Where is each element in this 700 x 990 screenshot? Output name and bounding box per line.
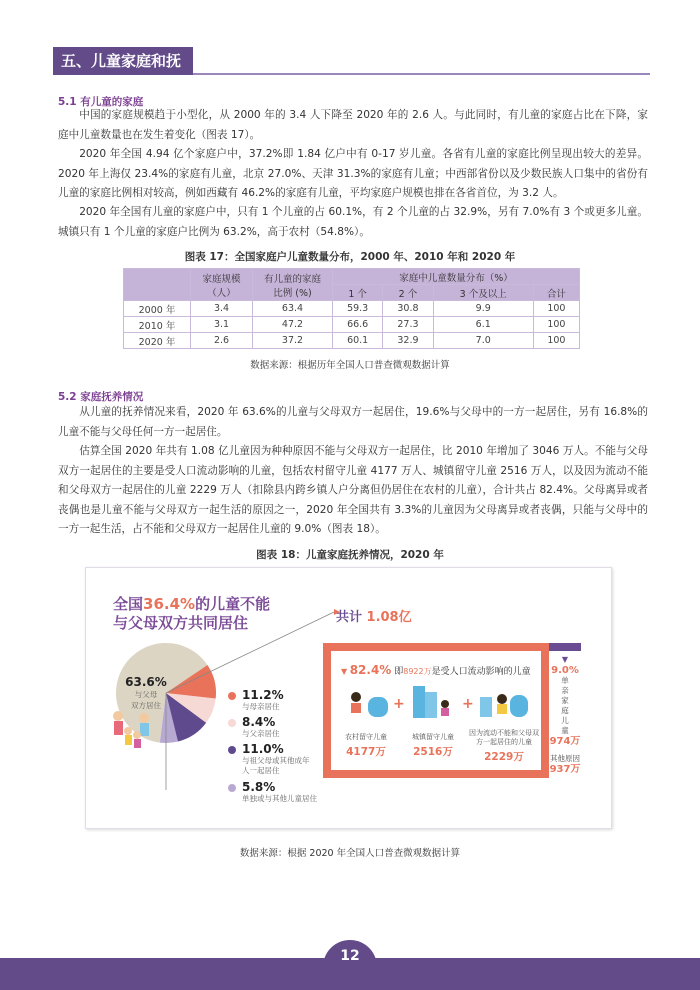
legend-dot xyxy=(228,784,236,792)
single-value: 974万 xyxy=(549,736,581,747)
legend-label: 与母亲居住 xyxy=(242,702,280,711)
table-cell: 3.1 xyxy=(191,317,253,333)
table-row xyxy=(124,301,580,317)
legend-pct: 5.8% xyxy=(242,780,276,794)
col-header: 家庭规模 xyxy=(202,273,241,285)
table-cell: 2000 年 xyxy=(124,301,191,317)
col-header: 比例 (%) xyxy=(273,287,312,299)
paragraph: 2020 年全国有儿童的家庭户中，只有 1 个儿童的占 60.1%，有 2 个儿童的占 32.9%，另有 7.0%有 3 个或更多儿童。城镇只有 1 个儿童的家庭户比例为 63.2%，高于农村（54.8%）。 xyxy=(58,206,648,238)
table-cell: 100 xyxy=(533,333,579,349)
migration-item xyxy=(467,729,541,764)
down-triangle-icon: ▼ xyxy=(561,655,569,664)
paragraph: 中国的家庭规模趋于小型化，从 2000 年的 3.4 人下降至 2020 年的 2.6 人。与此同时，有儿童的家庭占比在下降，家庭中儿童数量也在发生着变化（图表 17）。 xyxy=(58,109,648,141)
table-cell: 60.1 xyxy=(333,333,383,349)
total-label xyxy=(336,606,412,625)
table-cell: 7.0 xyxy=(433,333,533,349)
table-caption: 图表 17：全国家庭户儿童数量分布，2000 年、2010 年和 2020 年 xyxy=(184,251,516,263)
legend-item xyxy=(228,715,328,739)
children-count-table xyxy=(123,268,580,349)
paragraph: 估算全国 2020 年共有 1.08 亿儿童因为种种原因不能与父母双方一起居住，比 2010 年增加了 3046 万人。不能与父母双方一起居住的主要是受人口流动影响的儿童，包括农村留守儿童 4177 万人、城镇留守儿童 2516 万人，以及因为流动不能和父母双方一起居住的儿童 2229 万人（扣除县内跨乡镇人户分离但仍居住在农村的儿童），合计共占 82.4%。父母离异或者丧偶也是儿童不能与父母双方一起生活的原因之一，2020 年全国共有 3.3%的儿童因为父母离异或者丧偶，只能与父母中的一方一起生活，占不能和父母双方一起居住儿童的 9.0%（图表 18）。 xyxy=(58,445,648,535)
paragraph: 2020 年全国 4.94 亿个家庭户中，37.2%即 1.84 亿户中有 0-17 岁儿童。各省有儿童的家庭比例呈现出较大的差异。2020 年上海仅 23.4%的家庭有儿童，北京 27.0%、天津 31.3%的家庭有儿童；中西部省份以及少数民族人口集中的省份有儿童的家庭比例相对较高，例如西藏有 46.2%的家庭有儿童，平均家庭户规模也排在各省首位，为 3.2 人。 xyxy=(58,148,648,199)
legend-label: 单独或与其他儿童居住 xyxy=(242,794,317,803)
table-cell: 37.2 xyxy=(253,333,333,349)
item-label: 因为流动不能和父母双方一起居住的儿童 xyxy=(469,729,539,746)
legend-pct: 11.2% xyxy=(242,688,284,702)
legend-label: 与父亲居住 xyxy=(242,729,280,738)
table-cell: 27.3 xyxy=(383,317,433,333)
title-pct: 36.4% xyxy=(143,595,196,613)
migration-item xyxy=(333,733,399,759)
item-label: 城镇留守儿童 xyxy=(412,733,454,741)
flow-text: 即 xyxy=(394,667,404,677)
table-cell: 100 xyxy=(533,317,579,333)
col-header: 3 个及以上 xyxy=(433,285,533,301)
figure-caption: 图表 18：儿童家庭抚养情况，2020 年 xyxy=(256,549,444,561)
table-cell: 32.9 xyxy=(383,333,433,349)
table-cell: 100 xyxy=(533,301,579,317)
rural-child-icon xyxy=(346,689,390,719)
table-cell: 59.3 xyxy=(333,301,383,317)
col-header: 家庭中儿童数量分布（%） xyxy=(333,269,580,285)
migration-headline xyxy=(341,663,531,677)
single-parent-column xyxy=(542,654,588,775)
page-number: 12 xyxy=(323,940,377,976)
table-source: 数据来源：根据历年全国人口普查微观数据计算 xyxy=(250,360,450,371)
urban-child-icon xyxy=(409,684,455,720)
header-rule xyxy=(193,73,650,75)
other-label: 其他原因 xyxy=(550,754,580,763)
table-cell: 3.4 xyxy=(191,301,253,317)
legend-pct: 8.4% xyxy=(242,715,276,729)
infographic xyxy=(85,567,612,829)
col-header: 2 个 xyxy=(383,285,433,301)
section-heading-5-1: 5.1 有儿童的家庭 xyxy=(58,96,144,108)
table-cell: 2010 年 xyxy=(124,317,191,333)
chapter-title: 五、儿童家庭和抚养 xyxy=(53,47,193,75)
legend-dot xyxy=(228,746,236,754)
plus-icon: + xyxy=(462,696,474,712)
plus-icon: + xyxy=(393,696,405,712)
single-label: 单亲家庭儿童 xyxy=(561,676,569,735)
other-value: 937万 xyxy=(549,764,581,775)
col-header: 有儿童的家庭 xyxy=(263,273,321,285)
main-label: 与父母 xyxy=(134,690,158,699)
single-parent-bar xyxy=(549,643,581,651)
migration-box xyxy=(323,643,549,778)
table-cell: 47.2 xyxy=(253,317,333,333)
title-text: 的儿童不能 xyxy=(195,595,271,613)
flow-number: 8922万 xyxy=(403,667,432,676)
table-cell: 2020 年 xyxy=(124,333,191,349)
table-cell: 63.4 xyxy=(253,301,333,317)
item-value: 2229万 xyxy=(484,751,524,763)
figure-source: 数据来源：根据 2020 年全国人口普查微观数据计算 xyxy=(239,848,461,859)
migrant-child-icon xyxy=(478,689,530,719)
flow-text: 是受人口流动影响的儿童 xyxy=(431,667,531,677)
family-illustration-icon xyxy=(106,706,156,756)
total-text: 共计 xyxy=(336,610,367,625)
table-cell: 66.6 xyxy=(333,317,383,333)
legend-pct: 11.0% xyxy=(242,742,284,756)
legend-dot xyxy=(228,692,236,700)
total-value: 1.08亿 xyxy=(366,610,412,625)
migration-item xyxy=(401,733,465,759)
col-header: （人） xyxy=(207,287,236,299)
col-header: 合计 xyxy=(533,285,579,301)
table-row xyxy=(124,333,580,349)
flow-pct: 82.4% xyxy=(349,663,392,677)
item-value: 4177万 xyxy=(346,746,386,758)
table-cell: 9.9 xyxy=(433,301,533,317)
paragraph: 从儿童的抚养情况来看，2020 年 63.6%的儿童与父母双方一起居住，19.6%与父母中的一方一起居住，另有 16.8%的儿童不能与父母任何一方一起居住。 xyxy=(58,406,648,438)
table-row xyxy=(124,317,580,333)
table-cell: 6.1 xyxy=(433,317,533,333)
title-text: 全国 xyxy=(113,595,144,613)
single-pct: 9.0% xyxy=(551,665,579,676)
item-label: 农村留守儿童 xyxy=(345,733,387,741)
col-header: 1 个 xyxy=(333,285,383,301)
item-value: 2516万 xyxy=(413,746,453,758)
title-text: 与父母双方共同居住 xyxy=(113,614,249,632)
legend-dot xyxy=(228,719,236,727)
legend-item xyxy=(228,780,328,804)
down-triangle-icon: ▼ xyxy=(341,667,350,676)
legend-label: 与祖父母或其他成年人一起居住 xyxy=(242,756,310,775)
section-heading-5-2: 5.2 家庭抚养情况 xyxy=(58,391,144,403)
legend-item xyxy=(228,742,328,776)
table-cell: 2.6 xyxy=(191,333,253,349)
main-pct: 63.6% xyxy=(125,675,167,689)
legend-item xyxy=(228,688,328,712)
table-cell: 30.8 xyxy=(383,301,433,317)
main-label: 双方居住 xyxy=(131,701,161,710)
